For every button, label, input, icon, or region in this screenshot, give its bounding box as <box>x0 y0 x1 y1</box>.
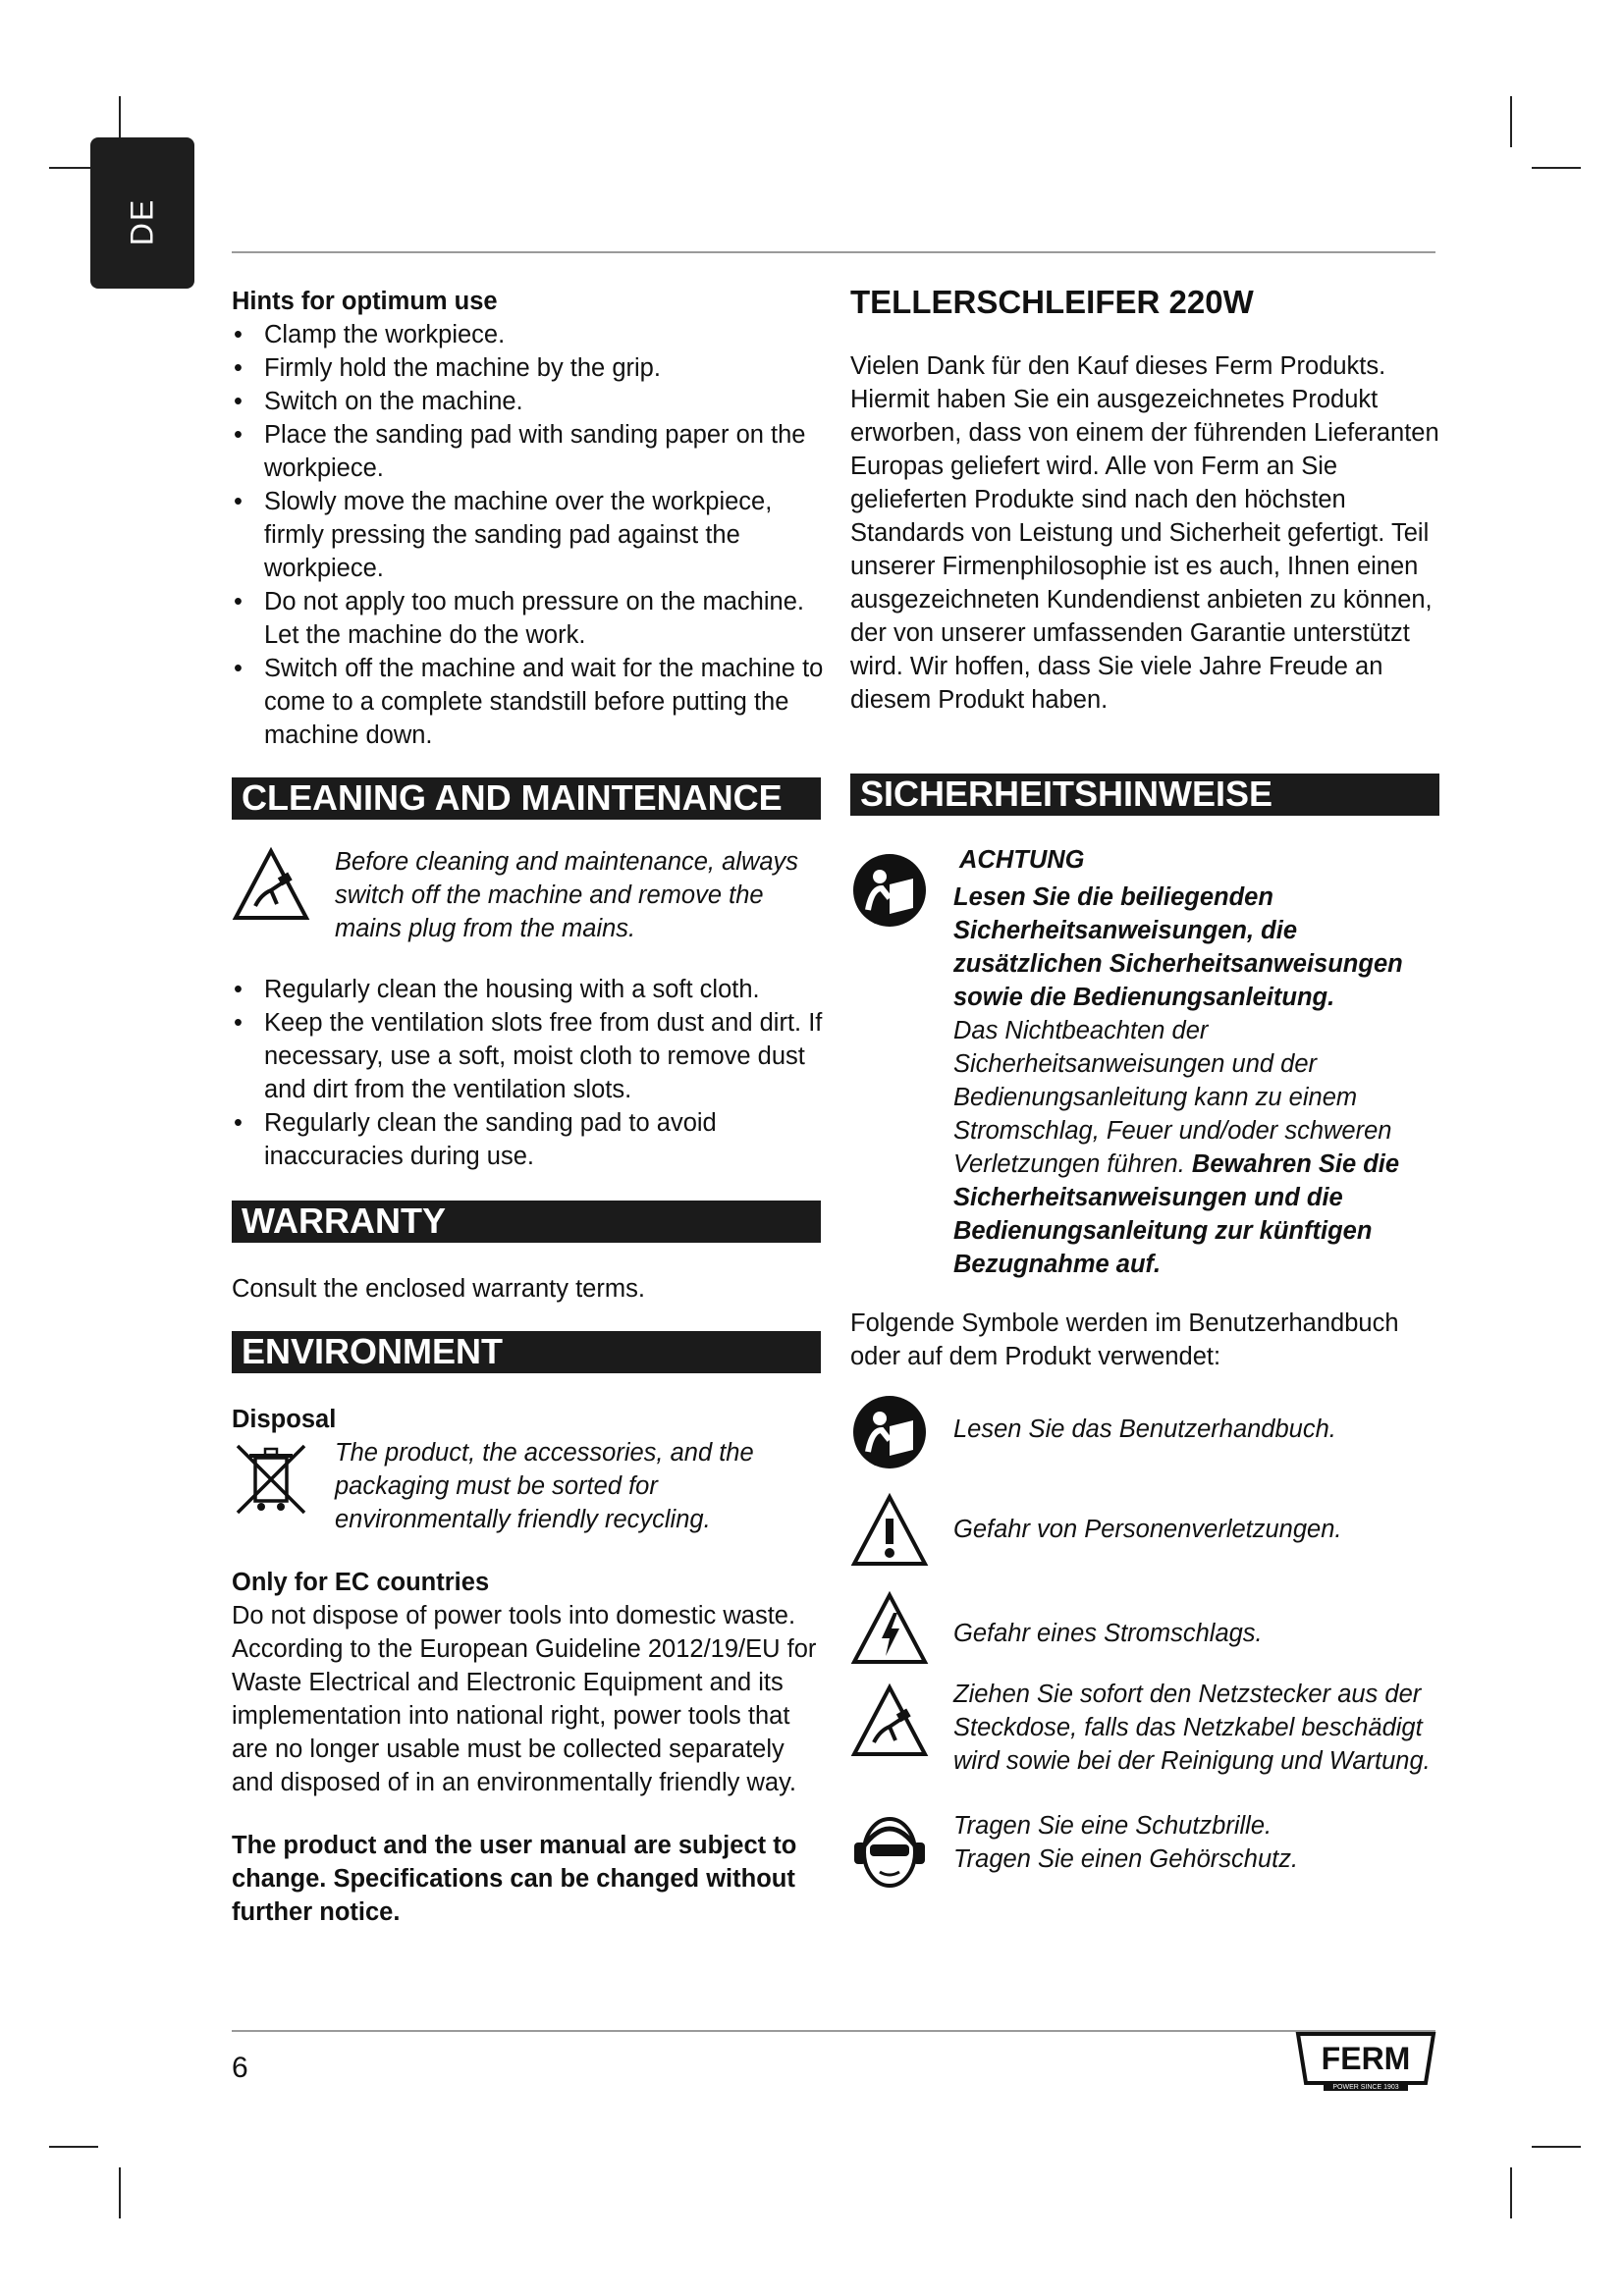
achtung-label: ACHTUNG <box>959 846 1085 874</box>
cleaning-banner: CLEANING AND MAINTENANCE <box>232 777 821 820</box>
crop-mark <box>1510 96 1512 147</box>
symbol-text: Ziehen Sie sofort den Netzstecker aus der Steckdose, falls das Netzkabel beschädigt wird sowie bei der Reinigung und Wartung. <box>953 1681 1431 1775</box>
symbol-text: Gefahr von Personenverletzungen. <box>953 1516 1342 1543</box>
crop-mark <box>119 2167 121 2218</box>
list-item: • Firmly hold the machine by the grip. <box>232 351 826 385</box>
read-instructions-italic <box>953 1014 1444 1281</box>
list-item: • Switch off the machine and wait for the machine to come to a complete standstill before putting the machine down. <box>232 652 826 752</box>
disposal-text: The product, the accessories, and the packaging must be sorted for environmentally friendly recycling. <box>335 1439 754 1533</box>
left-column <box>232 285 826 1929</box>
list-item: • Clamp the workpiece. <box>232 318 826 351</box>
symbol-row <box>850 1589 1444 1668</box>
page-number: 6 <box>232 2052 248 2084</box>
crop-mark <box>49 2146 98 2148</box>
list-item: • Regularly clean the housing with a soft cloth. <box>232 973 826 1006</box>
intro-text: Vielen Dank für den Kauf dieses Ferm Produkts. Hiermit haben Sie ein ausgezeichnetes Produkt erworben, dass von einem der führenden Lieferanten Europas geliefert wird. Alle von Ferm an Sie gelieferten Produkte sind nach den höchsten Standards von Leistung und Sicherheit gefertigt. Teil unserer Firmenphilosophie ist es auch, Ihnen einen ausgezeichneten Kundendienst anbieten zu können, der von unserer umfassenden Garantie unterstützt wird. Wir hoffen, dass Sie viele Jahre Freude an diesem Produkt haben. <box>850 352 1439 714</box>
ec-heading: Only for EC countries <box>232 1569 490 1596</box>
symbol-text: Gefahr eines Stromschlags. <box>953 1620 1263 1647</box>
list-item: • Regularly clean the sanding pad to avoid inaccuracies during use. <box>232 1106 826 1173</box>
bottom-rule <box>232 2030 1435 2032</box>
cleaning-list <box>232 973 826 1173</box>
hints-heading: Hints for optimum use <box>232 288 498 315</box>
warranty-banner: WARRANTY <box>232 1201 821 1243</box>
hints-list <box>232 318 826 752</box>
list-item: • Do not apply too much pressure on the machine. Let the machine do the work. <box>232 585 826 652</box>
safety-banner: SICHERHEITSHINWEISE <box>850 774 1439 816</box>
environment-banner: ENVIRONMENT <box>232 1331 821 1373</box>
logo-text: FERM <box>1321 2041 1411 2076</box>
electric-shock-icon <box>850 1589 929 1668</box>
read-manual-icon <box>850 851 929 930</box>
crossed-bin-icon <box>232 1438 310 1517</box>
symbol-text: Lesen Sie das Benutzerhandbuch. <box>953 1415 1336 1443</box>
keep-instructions-bold: Bewahren Sie die Sicherheitsanweisungen und die Bedienungsanleitung zur künftigen Bezugnahme auf. <box>953 1150 1400 1278</box>
crop-mark <box>1532 167 1581 169</box>
top-rule <box>232 251 1435 253</box>
product-title: TELLERSCHLEIFER 220W <box>850 284 1254 320</box>
ferm-logo <box>1294 2032 1437 2093</box>
crop-mark <box>1510 2167 1512 2218</box>
logo-tagline: POWER SINCE 1903 <box>1332 2084 1399 2091</box>
right-column <box>850 283 1444 1876</box>
language-tab <box>90 137 194 289</box>
symbol-row <box>850 1491 1444 1570</box>
disposal-row <box>232 1436 826 1536</box>
symbol-text: Tragen Sie eine Schutzbrille. <box>953 1812 1272 1840</box>
symbol-text-2: Tragen Sie einen Gehörschutz. <box>953 1845 1299 1873</box>
list-item: • Slowly move the machine over the workpiece, firmly pressing the sanding pad against the workpiece. <box>232 485 826 585</box>
read-instructions-bold: Lesen Sie die beiliegenden Sicherheitsanweisungen, die zusätzlichen Sicherheitsanweisungen sowie die Bedienungsanleitung. <box>953 883 1403 1011</box>
ec-text: Do not dispose of power tools into domestic waste. According to the European Guideline 2012/19/EU for Waste Electrical and Electronic Equipment and its implementation into national right, power tools that are no longer usable must be collected separately and disposed of in an environmentally friendly way. <box>232 1602 817 1796</box>
warning-exclamation-icon <box>850 1491 929 1570</box>
unplug-warning-icon <box>232 845 310 924</box>
read-instructions-warning: Das Nichtbeachten der Sicherheitsanweisungen und der Bedienungsanleitung kann zu einem Stromschlag, Feuer und/oder schweren Verletzungen führen. <box>953 1017 1392 1178</box>
disposal-heading: Disposal <box>232 1406 337 1433</box>
symbols-intro: Folgende Symbole werden im Benutzerhandbuch oder auf dem Produkt verwendet: <box>850 1309 1399 1370</box>
symbol-row <box>850 1809 1444 1876</box>
ear-eye-protection-icon <box>850 1809 929 1892</box>
unplug-warning-icon <box>850 1682 929 1760</box>
language-tab-label: DE <box>124 197 160 246</box>
cleaning-warning <box>232 845 826 945</box>
symbol-row <box>850 1393 1444 1471</box>
symbol-row <box>850 1678 1444 1778</box>
list-item: • Keep the ventilation slots free from dust and dirt. If necessary, use a soft, moist cloth to remove dust and dirt from the ventilation slots. <box>232 1006 826 1106</box>
warranty-text: Consult the enclosed warranty terms. <box>232 1275 645 1303</box>
list-item: • Place the sanding pad with sanding paper on the workpiece. <box>232 418 826 485</box>
list-item: • Switch on the machine. <box>232 385 826 418</box>
achtung-block <box>850 843 1444 1281</box>
read-manual-icon <box>850 1393 929 1471</box>
change-notice: The product and the user manual are subject to change. Specifications can be changed without further notice. <box>232 1832 797 1926</box>
crop-mark <box>1532 2146 1581 2148</box>
cleaning-warning-text: Before cleaning and maintenance, always switch off the machine and remove the mains plug from the mains. <box>335 848 799 942</box>
